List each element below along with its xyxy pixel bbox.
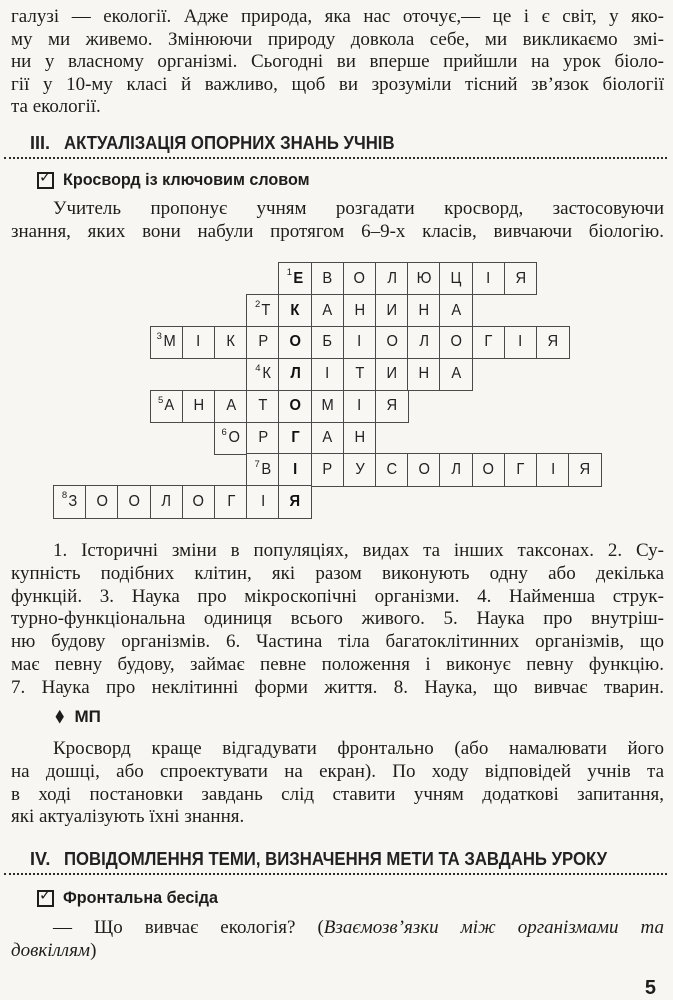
crossword-cell: [343, 326, 377, 359]
crossword-cell: [375, 390, 409, 423]
crossword-cell: [311, 326, 345, 359]
crossword-cell: [375, 262, 409, 295]
crossword-cell: [504, 453, 538, 486]
crossword-cell: [246, 485, 280, 518]
crossword-letter: Я: [515, 269, 526, 287]
crossword-letter: М: [321, 397, 334, 415]
crossword-cell: [472, 326, 506, 359]
crossword-letter: О: [289, 397, 301, 415]
crossword-cell: [246, 453, 280, 486]
crossword-cell: [407, 326, 441, 359]
text-line: турно-функціональна одиниця всього живого. 5. Наука про внутріш-: [11, 608, 664, 630]
crossword-letter: Л: [451, 461, 462, 479]
crossword-cell: [343, 262, 377, 295]
crossword-letter: Л: [161, 492, 172, 510]
text-line: му ми живемо. Змінюючи природу довкола себе, ми викликаємо змі-: [11, 28, 664, 50]
crossword-cell: [536, 326, 570, 359]
crossword-letter: Т: [355, 365, 365, 383]
crossword-cell: [246, 358, 280, 391]
question-paragraph: [11, 917, 664, 963]
text-line: які актуалізують їхні знання.: [11, 806, 245, 828]
crossword-letter: В: [261, 461, 272, 479]
text-line: ни у власному організмі. Сьогодні ви вперше прийшли на урок біоло-: [11, 51, 664, 72]
crossword-letter: О: [386, 333, 398, 351]
crossword-letter: А: [451, 301, 462, 319]
crossword-cell: [85, 485, 119, 518]
text-line: знання, яких вони набули протягом 6–9-х класів, вивчаючи біологію.: [11, 220, 664, 242]
crossword-letter: Я: [579, 461, 591, 479]
crossword-cell-keyword: [278, 390, 312, 423]
text-line: ню будову організмів. 6. Частина тіла багатоклітинних організмів, що: [11, 631, 664, 653]
crossword-cell: [214, 390, 248, 423]
crossword-letter: А: [225, 397, 236, 415]
crossword-letter: І: [357, 397, 362, 415]
text-line: купність подібних клітин, які разом виконують одну або декілька: [11, 562, 664, 584]
crossword-cell: [311, 294, 345, 327]
crossword-letter: Ц: [450, 269, 462, 287]
crossword-cell: [182, 390, 216, 423]
crossword-letter: Р: [258, 333, 268, 351]
crossword-letter: І: [293, 461, 298, 479]
crossword-letter: О: [96, 492, 108, 510]
crossword-letter: К: [290, 301, 300, 319]
crossword-cell: [182, 326, 216, 359]
crossword-letter: Л: [290, 365, 301, 383]
crossword-letter: Н: [418, 301, 430, 319]
mp-paragraph: [11, 738, 664, 829]
crossword-cell: [246, 294, 280, 327]
crossword-letter: О: [192, 492, 205, 510]
crossword-letter: Т: [261, 301, 271, 319]
crossword-cell: [117, 485, 151, 518]
crossword-clue-number: 1: [286, 267, 293, 279]
crossword-cell: [439, 326, 473, 359]
crossword-cell: [214, 485, 248, 518]
crossword-cell-keyword: [278, 485, 312, 518]
crossword-letter: К: [261, 365, 271, 383]
crossword-letter: І: [550, 461, 555, 479]
crossword-letter: Г: [226, 492, 235, 510]
crossword-cell: [343, 390, 377, 423]
crossword-cell-keyword: [278, 422, 312, 455]
crossword-cell: [504, 262, 538, 295]
section-3-title: АКТУАЛІЗАЦІЯ ОПОРНИХ ЗНАНЬ УЧНІВ: [64, 133, 395, 153]
crossword-cell: [53, 485, 87, 518]
crossword-letter: И: [386, 301, 398, 319]
crossword-cell: [472, 453, 506, 486]
crossword-grid: [53, 262, 613, 524]
crossword-letter: Т: [258, 397, 268, 415]
crossword-cell: [311, 422, 345, 455]
crossword-cell: [568, 453, 602, 486]
crossword-letter: О: [353, 269, 366, 287]
crossword-cell: [375, 294, 409, 327]
crossword-letter: І: [518, 333, 523, 351]
crossword-letter: О: [128, 492, 140, 510]
crossword-cell: [407, 262, 441, 295]
crossword-cell: [343, 294, 377, 327]
crossword-letter: Г: [484, 333, 493, 351]
crossword-letter: Г: [516, 461, 525, 479]
crossword-cell: [375, 358, 409, 391]
diamond-icon: ♦: [53, 705, 67, 729]
crossword-cell: [472, 262, 506, 295]
crossword-letter: О: [482, 461, 495, 479]
crossword-cell: [214, 326, 248, 359]
crossword-letter: Р: [322, 461, 333, 479]
crossword-cell: [407, 294, 441, 327]
crossword-letter: С: [386, 461, 398, 479]
text-line: на дошці, або спроектувати на екран). По ходу відповідей учнів та: [11, 760, 664, 782]
crossword-letter: І: [357, 333, 362, 351]
crossword-cell: [343, 422, 377, 455]
crossword-letter: Я: [289, 492, 301, 510]
page-number: 5: [644, 977, 656, 999]
section-4-title: ПОВІДОМЛЕННЯ ТЕМИ, ВИЗНАЧЕННЯ МЕТИ ТА ЗАВДАНЬ УРОКУ: [64, 849, 608, 869]
text-line: Кросворд краще відгадувати фронтально (або намалювати його: [53, 738, 664, 759]
frontal-subhead-label: Фронтальна бесіда: [63, 888, 219, 907]
crossword-letter: Я: [547, 333, 559, 351]
crossword-letter: К: [226, 333, 236, 351]
crossword-cell: [439, 453, 473, 486]
crossword-cell: [311, 453, 345, 486]
crossword-cell: [150, 326, 184, 359]
crossword-letter: У: [354, 461, 365, 479]
crossword-letter: З: [68, 492, 78, 510]
clues-paragraph: [11, 540, 664, 700]
text-line: 7. Наука про неклітинні форми життя. 8. Наука, що вивчає тварин.: [11, 676, 664, 698]
mp-label: МП: [74, 707, 101, 726]
crossword-cell: [311, 390, 345, 423]
crossword-cell: [214, 422, 248, 455]
crossword-letter: О: [418, 461, 430, 479]
text-line: галузі — екології. Адже природа, яка нас оточує,— це і є світ, у яко-: [11, 6, 664, 27]
frontal-subhead: [11, 885, 226, 908]
crossword-clue-number: 6: [221, 426, 227, 438]
crossword-letter: Я: [386, 397, 398, 415]
crossword-cell: [536, 453, 570, 486]
section-4-number: IV.: [30, 849, 51, 869]
crossword-letter: А: [164, 397, 175, 415]
dotted-rule: [4, 873, 667, 875]
crossword-letter: Р: [258, 429, 268, 447]
crossword-letter: Н: [193, 397, 204, 415]
crossword-cell: [504, 326, 538, 359]
crossword-letter: Л: [419, 333, 429, 351]
crossword-letter: І: [325, 365, 330, 383]
crossword-letter: Н: [354, 301, 365, 319]
section-3-number: III.: [30, 133, 51, 153]
crossword-clue-number: 8: [61, 490, 68, 502]
crossword-cell: [407, 358, 441, 391]
crossword-subhead-label: Кросворд із ключовим словом: [63, 170, 310, 189]
text-line: — Що вивчає екологія? (Взаємозв’язки між організмами та: [53, 917, 665, 938]
crossword-letter: Н: [354, 429, 365, 447]
crossword-letter: Н: [418, 365, 430, 383]
crossword-letter: І: [486, 269, 491, 287]
crossword-cell: [182, 485, 216, 518]
crossword-letter: А: [322, 429, 333, 447]
dotted-rule: [4, 157, 667, 159]
crossword-subhead: [11, 167, 323, 190]
crossword-cell: [407, 453, 441, 486]
crossword-cell: [439, 358, 473, 391]
crossword-letter: І: [260, 492, 266, 510]
crossword-cell: [375, 326, 409, 359]
crossword-cell-keyword: [278, 358, 312, 391]
crossword-letter: Л: [387, 269, 397, 287]
text-line: 1. Історичні зміни в популяціях, видах та інших таксонах. 2. Су-: [53, 540, 664, 561]
text-line: довкіллям): [11, 939, 97, 961]
crossword-clue-number: 2: [254, 299, 261, 311]
crossword-cell: [439, 294, 473, 327]
crossword-letter: И: [386, 365, 398, 383]
crossword-clue-number: 4: [255, 362, 261, 374]
crossword-letter: І: [196, 333, 201, 351]
section-4-heading: [4, 849, 667, 875]
crossword-cell: [375, 453, 409, 486]
crossword-letter: Г: [291, 429, 300, 447]
text-line: має певну будову, займає певне положення і виконує певну функцію.: [11, 653, 664, 675]
section-3-heading: [4, 133, 667, 159]
text-line: гії у 10-му класі й важливо, щоб ви зрозуміли тісний зв’язок біології: [11, 73, 664, 95]
crossword-clue-number: 5: [157, 394, 164, 406]
crossword-letter: А: [322, 301, 333, 319]
crossword-letter: Ю: [416, 269, 432, 287]
crossword-cell: [246, 422, 280, 455]
crossword-clue-number: 7: [254, 458, 260, 470]
checkbox-icon: ✓: [37, 890, 54, 907]
crossword-intro-paragraph: [11, 198, 664, 243]
crossword-clue-number: 3: [156, 330, 162, 342]
crossword-cell: [343, 453, 377, 486]
crossword-cell-keyword: [278, 453, 312, 486]
crossword-cell: [311, 358, 345, 391]
text-line: Учитель пропонує учням розгадати кросворд, застосовуючи: [53, 198, 664, 219]
crossword-cell: [439, 262, 473, 295]
crossword-cell: [150, 390, 184, 423]
checkbox-icon: ✓: [37, 172, 54, 189]
crossword-letter: О: [450, 333, 462, 351]
crossword-cell-keyword: [278, 262, 312, 295]
crossword-cell: [343, 358, 377, 391]
crossword-cell: [246, 326, 280, 359]
crossword-letter: В: [322, 269, 333, 287]
crossword-letter: Б: [322, 333, 333, 351]
crossword-cell: [311, 262, 345, 295]
crossword-cell: [150, 485, 184, 518]
crossword-cell-keyword: [278, 326, 312, 359]
crossword-letter: О: [228, 429, 240, 447]
text-line: в ході постановки завдань слід ставити учням додаткові запитання,: [11, 783, 664, 805]
crossword-cell-keyword: [278, 294, 312, 327]
mp-marker: [53, 707, 101, 727]
intro-paragraph: [11, 6, 664, 119]
text-line: та екології.: [11, 96, 101, 117]
text-line: функцій. 3. Наука про мікроскопічні організми. 4. Найменша струк-: [11, 585, 664, 607]
crossword-cell: [246, 390, 280, 423]
crossword-letter: М: [163, 333, 176, 351]
crossword-letter: А: [451, 365, 462, 383]
crossword-letter: О: [289, 333, 301, 351]
crossword-letter: Е: [293, 269, 304, 287]
